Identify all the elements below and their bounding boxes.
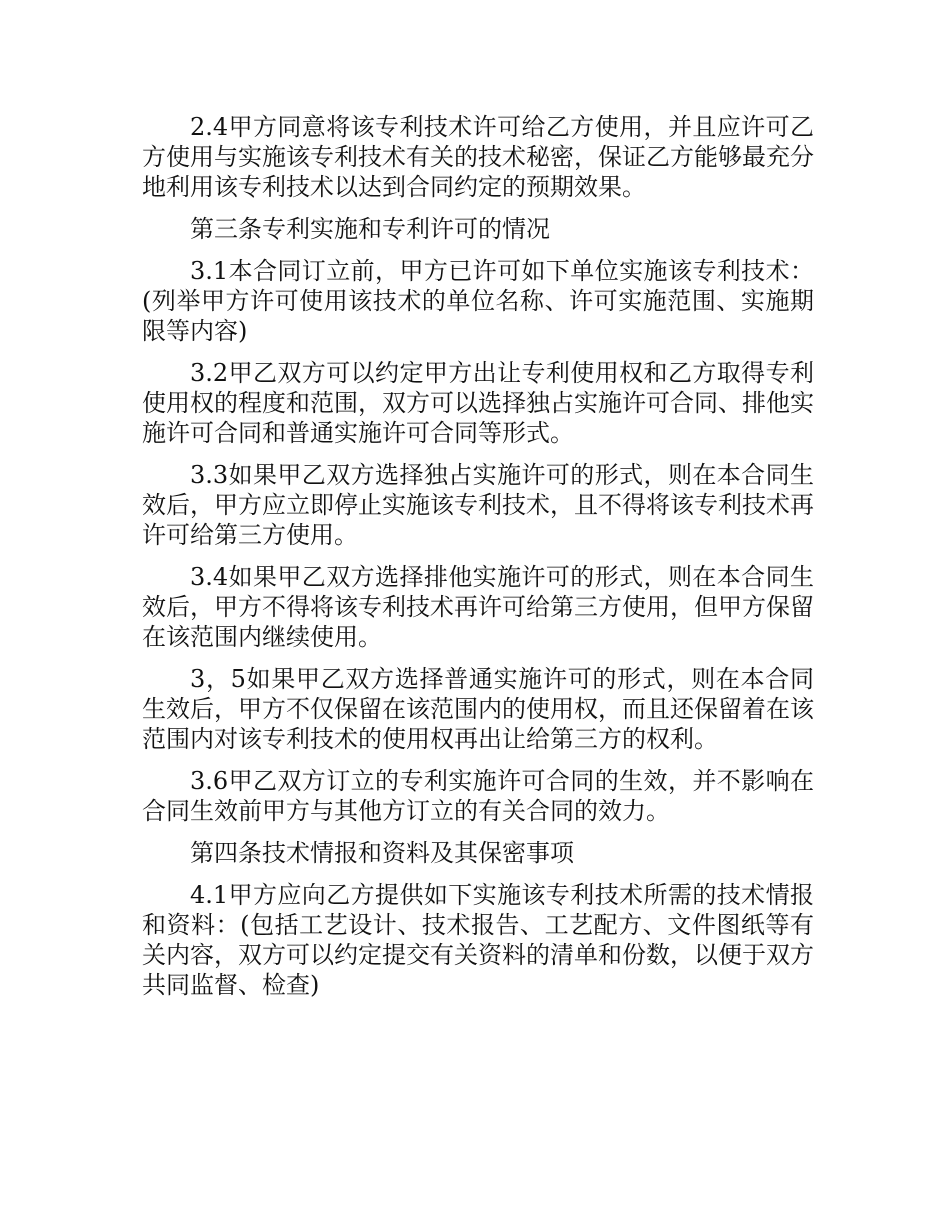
clause-3-2: 3.2甲乙双方可以约定甲方出让专利使用权和乙方取得专利使用权的程度和范围，双方可以选择独占实施许可合同、排他实施许可合同和普通实施许可合同等形式。 bbox=[142, 359, 814, 447]
clause-4-1: 4.1甲方应向乙方提供如下实施该专利技术所需的技术情报和资料：(包括工艺设计、技术报告、工艺配方、文件图纸等有关内容，双方可以约定提交有关资料的清单和份数，以便于双方共同监督、检查) bbox=[142, 881, 814, 999]
clause-3-3: 3.3如果甲乙双方选择独占实施许可的形式，则在本合同生效后，甲方应立即停止实施该专利技术，且不得将该专利技术再许可给第三方使用。 bbox=[142, 461, 814, 549]
clause-3-1: 3.1本合同订立前，甲方已许可如下单位实施该专利技术：(列举甲方许可使用该技术的单位名称、许可实施范围、实施期限等内容) bbox=[142, 257, 814, 345]
clause-2-4: 2.4甲方同意将该专利技术许可给乙方使用，并且应许可乙方使用与实施该专利技术有关的技术秘密，保证乙方能够最充分地利用该专利技术以达到合同约定的预期效果。 bbox=[142, 113, 814, 201]
document-page bbox=[142, 112, 814, 1012]
clause-3-4: 3.4如果甲乙双方选择排他实施许可的形式，则在本合同生效后，甲方不得将该专利技术再许可给第三方使用，但甲方保留在该范围内继续使用。 bbox=[142, 563, 814, 651]
clause-3-5: 3，5如果甲乙双方选择普通实施许可的形式，则在本合同生效后，甲方不仅保留在该范围内的使用权，而且还保留着在该范围内对该专利技术的使用权再出让给第三方的权利。 bbox=[142, 665, 814, 753]
article-3-heading: 第三条专利实施和专利许可的情况 bbox=[190, 215, 550, 243]
clause-3-6: 3.6甲乙双方订立的专利实施许可合同的生效，并不影响在合同生效前甲方与其他方订立的有关合同的效力。 bbox=[142, 767, 814, 825]
article-4-heading: 第四条技术情报和资料及其保密事项 bbox=[190, 839, 574, 867]
